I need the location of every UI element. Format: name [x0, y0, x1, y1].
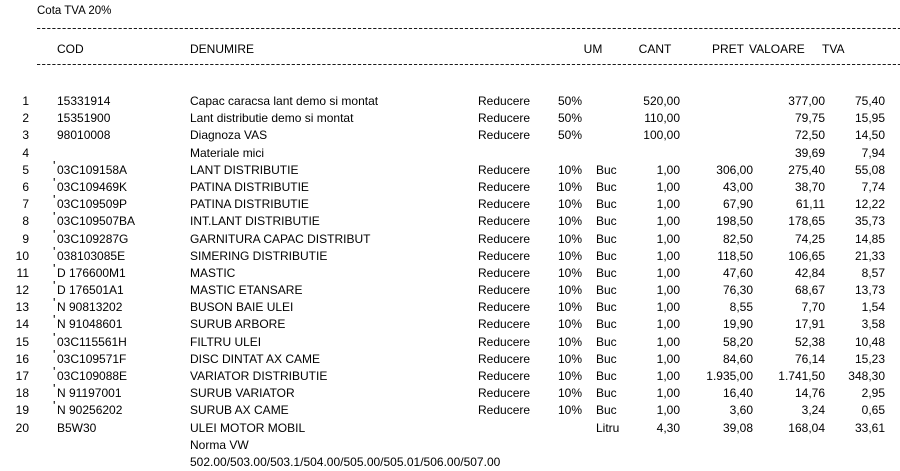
cell-cantitate: 1,00: [656, 197, 680, 212]
cell-denumire: BUSON BAIE ULEI: [190, 300, 294, 315]
cell-pret: 76,30: [722, 283, 753, 298]
denumire-note-line: Norma VW: [190, 437, 249, 452]
cell-nr: 13: [15, 300, 29, 315]
table-row-note: [0, 437, 900, 454]
cell-reducere: Reducere: [478, 162, 531, 177]
cell-pret: 47,60: [722, 265, 753, 280]
cell-cod: 03C109507BA: [57, 214, 136, 229]
cell-discount-pct: 10%: [558, 317, 583, 332]
cell-denumire: FILTRU ULEI: [190, 334, 262, 349]
cell-discount-pct: 10%: [558, 334, 583, 349]
cell-cod: 15331914: [57, 94, 111, 108]
cell-nr: 10: [15, 248, 29, 263]
table-row: [0, 364, 900, 385]
cell-cod: B5W30: [57, 420, 97, 435]
cell-nr: 4: [22, 145, 29, 160]
table-row: [0, 192, 900, 213]
cell-valoare: 61,11: [795, 197, 825, 212]
cell-pret: 39,08: [722, 420, 753, 435]
table-top-rule: [37, 28, 900, 30]
cell-code-tick: ': [53, 260, 56, 276]
cell-reducere: Reducere: [478, 231, 531, 246]
cell-discount-pct: 10%: [558, 179, 583, 194]
cell-denumire: MASTIC ETANSARE: [190, 283, 303, 298]
cell-um: Buc: [596, 317, 617, 332]
table-row: [0, 145, 900, 162]
cell-denumire: SURUB AX CAME: [190, 403, 289, 418]
cell-code-tick: ': [53, 209, 56, 225]
cell-nr: 18: [15, 386, 29, 401]
cell-reducere: Reducere: [478, 111, 531, 126]
cell-denumire: INT.LANT DISTRIBUTIE: [190, 214, 320, 229]
cell-tva: 15,23: [854, 351, 885, 366]
cell-discount-pct: 10%: [558, 283, 583, 298]
cell-cod: N 91197001: [57, 386, 122, 401]
cell-reducere: Reducere: [478, 197, 531, 212]
cell-tva: 14,50: [854, 128, 885, 143]
cell-um: Buc: [596, 248, 617, 263]
cell-nr: 1: [22, 94, 29, 108]
cell-cantitate: 1,00: [656, 386, 680, 401]
cell-um: Litru: [596, 420, 620, 435]
cell-code-tick: ': [53, 312, 56, 328]
cell-um: Buc: [596, 214, 617, 229]
cell-cantitate: 1,00: [656, 248, 680, 263]
cell-um: Buc: [596, 283, 617, 298]
cell-tva: 35,73: [854, 214, 885, 229]
cell-tva: 7,74: [861, 179, 885, 194]
column-header-um: UM: [583, 42, 603, 56]
cell-denumire: ULEI MOTOR MOBIL: [190, 420, 306, 435]
cell-nr: 17: [15, 369, 29, 383]
cell-pret: 43,00: [722, 179, 753, 194]
cell-discount-pct: 50%: [558, 111, 583, 126]
cell-cod: N 90813202: [57, 300, 123, 315]
cell-cantitate: 1,00: [656, 317, 680, 332]
cell-reducere: Reducere: [478, 369, 531, 383]
cell-discount-pct: 10%: [558, 162, 583, 177]
table-row: [0, 346, 900, 368]
cell-cod: 03C109158A: [57, 162, 128, 177]
vat-rate-caption: Cota TVA 20%: [37, 5, 112, 17]
cell-cantitate: 1,00: [656, 403, 680, 418]
cell-valoare: 377,00: [788, 94, 825, 108]
cell-cantitate: 4,30: [656, 420, 680, 435]
column-header-tva: TVA: [822, 42, 845, 56]
cell-tva: 0,65: [861, 403, 885, 418]
cell-code-tick: ': [53, 329, 56, 345]
table-row: [0, 226, 900, 248]
cell-code-tick: ': [53, 174, 56, 190]
cell-cod: 03C109088E: [57, 369, 128, 383]
cell-cantitate: 1,00: [656, 369, 680, 383]
cell-discount-pct: 50%: [558, 128, 583, 143]
column-header-pret: PRET: [711, 42, 744, 56]
cell-reducere: Reducere: [478, 248, 531, 263]
cell-tva: 8,57: [861, 265, 885, 280]
cell-nr: 3: [22, 128, 29, 143]
table-row: [0, 295, 900, 316]
table-row: [0, 420, 900, 437]
cell-reducere: Reducere: [478, 403, 531, 418]
cell-nr: 11: [16, 265, 29, 280]
cell-nr: 6: [22, 179, 29, 194]
cell-pret: 19,90: [722, 317, 753, 332]
cell-valoare: 7,70: [801, 300, 825, 315]
cell-tva: 10,48: [854, 334, 885, 349]
cell-um: Buc: [596, 403, 617, 418]
cell-reducere: Reducere: [478, 317, 531, 332]
cell-um: Buc: [596, 265, 617, 280]
cell-cantitate: 1,00: [656, 214, 680, 229]
cell-nr: 14: [15, 317, 29, 332]
cell-discount-pct: 10%: [558, 300, 583, 315]
table-row: [0, 398, 900, 419]
cell-valoare: 68,67: [794, 283, 825, 298]
cell-denumire: PATINA DISTRIBUTIE: [190, 197, 309, 212]
cell-code-tick: ': [53, 346, 56, 362]
cell-denumire: SURUB ARBORE: [190, 317, 286, 332]
cell-code-tick: ': [53, 192, 56, 208]
cell-pret: 1.935,00: [706, 369, 753, 383]
cell-um: Buc: [596, 179, 617, 194]
cell-pret: 306,00: [716, 162, 753, 177]
cell-discount-pct: 10%: [558, 248, 583, 263]
cell-code-tick: ': [53, 295, 56, 311]
cell-pret: 58,20: [722, 334, 753, 349]
cell-tva: 3,58: [861, 317, 885, 332]
table-row-note: [0, 454, 900, 471]
cell-tva: 1,54: [861, 300, 885, 315]
cell-cod: 03C109469K: [57, 179, 128, 194]
cell-cantitate: 1,00: [656, 179, 680, 194]
cell-um: Buc: [596, 334, 617, 349]
cell-discount-pct: 10%: [558, 265, 583, 280]
cell-reducere: Reducere: [478, 283, 531, 298]
cell-reducere: Reducere: [478, 265, 531, 280]
cell-tva: 15,95: [854, 111, 885, 126]
denumire-note-line: 502.00/503.00/503.1/504.00/505.00/505.01/506.00/507.00: [190, 454, 501, 469]
cell-discount-pct: 10%: [558, 231, 583, 246]
table-row: [0, 278, 900, 299]
cell-cod: 03C115561H: [57, 334, 127, 349]
cell-valoare: 17,91: [794, 317, 825, 332]
cell-um: Buc: [596, 351, 617, 366]
cell-pret: 3,60: [729, 403, 753, 418]
table-row: [0, 381, 900, 402]
table-row: [0, 312, 900, 333]
cell-um: Buc: [596, 162, 617, 177]
cell-reducere: Reducere: [478, 386, 531, 401]
cell-valoare: 1.741,50: [778, 369, 825, 383]
cell-discount-pct: 10%: [558, 214, 583, 229]
cell-cantitate: 1,00: [656, 265, 680, 280]
cell-cod: 038103085E: [57, 248, 126, 263]
cell-denumire: MASTIC: [190, 265, 236, 280]
cell-reducere: Reducere: [478, 300, 531, 315]
cell-valoare: 39,69: [794, 145, 825, 160]
cell-cantitate: 520,00: [643, 94, 680, 108]
cell-reducere: Reducere: [478, 179, 531, 194]
cell-code-tick: ': [53, 278, 56, 294]
cell-code-tick: ': [53, 226, 56, 242]
cell-valoare: 74,25: [794, 231, 825, 246]
cell-nr: 5: [22, 162, 29, 177]
column-header-denumire: DENUMIRE: [190, 42, 255, 56]
cell-nr: 9: [22, 231, 29, 246]
cell-nr: 15: [15, 334, 29, 349]
cell-valoare: 38,70: [794, 179, 825, 194]
table-row: [0, 157, 900, 179]
cell-valoare: 14,76: [794, 386, 825, 401]
cell-valoare: 168,04: [788, 420, 825, 435]
cell-discount-pct: 10%: [558, 369, 583, 383]
cell-discount-pct: 10%: [558, 197, 583, 212]
cell-nr: 12: [15, 283, 29, 298]
cell-denumire: Diagnoza VAS: [190, 128, 268, 143]
cell-cod: 98010008: [57, 128, 111, 143]
cell-tva: 33,61: [854, 420, 885, 435]
cell-valoare: 42,84: [794, 265, 825, 280]
cell-tva: 55,08: [854, 162, 885, 177]
cell-nr: 16: [15, 351, 29, 366]
cell-nr: 7: [22, 197, 29, 212]
column-header-cod: COD: [57, 42, 84, 56]
cell-pret: 84,60: [722, 351, 753, 366]
cell-nr: 20: [15, 420, 29, 435]
cell-cantitate: 1,00: [656, 162, 680, 177]
cell-reducere: Reducere: [478, 94, 531, 108]
cell-denumire: LANT DISTRIBUTIE: [190, 162, 299, 177]
column-header-cant: CANT: [638, 42, 672, 56]
cell-denumire: VARIATOR DISTRIBUTIE: [190, 369, 328, 383]
cell-tva: 12,22: [854, 197, 885, 212]
cell-reducere: Reducere: [478, 214, 531, 229]
cell-reducere: Reducere: [478, 128, 531, 143]
cell-um: Buc: [596, 300, 617, 315]
cell-cantitate: 100,00: [643, 128, 680, 143]
cell-pret: 198,50: [716, 214, 753, 229]
cell-denumire: Capac caracsa lant demo si montat: [190, 94, 379, 108]
cell-cod: 15351900: [57, 111, 111, 126]
cell-code-tick: ': [53, 157, 56, 173]
cell-tva: 7,94: [861, 145, 885, 160]
cell-valoare: 178,65: [788, 214, 825, 229]
table-row: [0, 174, 900, 196]
table-row: [0, 209, 900, 230]
cell-tva: 348,30: [848, 369, 885, 383]
cell-code-tick: ': [53, 243, 56, 259]
cell-cod: 03C109287G: [57, 231, 129, 246]
cell-cod: N 91048601: [57, 317, 123, 332]
cell-valoare: 106,65: [788, 248, 825, 263]
cell-um: Buc: [596, 231, 617, 246]
table-row: [0, 93, 900, 110]
cell-cantitate: 1,00: [656, 283, 680, 298]
cell-discount-pct: 10%: [558, 386, 583, 401]
cell-cantitate: 110,00: [644, 111, 680, 126]
cell-code-tick: ': [53, 398, 56, 414]
cell-pret: 8,55: [729, 300, 753, 315]
cell-reducere: Reducere: [478, 334, 531, 349]
cell-valoare: 76,14: [794, 351, 825, 366]
cell-tva: 2,95: [861, 386, 885, 401]
cell-denumire: PATINA DISTRIBUTIE: [190, 179, 309, 194]
table-row: [0, 243, 900, 265]
table-row: [0, 127, 900, 144]
cell-denumire: GARNITURA CAPAC DISTRIBUT: [190, 231, 371, 246]
cell-cod: 03C109571F: [57, 351, 127, 366]
cell-denumire: DISC DINTAT AX CAME: [190, 351, 321, 366]
cell-cantitate: 1,00: [656, 231, 680, 246]
cell-denumire: SURUB VARIATOR: [190, 386, 295, 401]
cell-pret: 118,50: [717, 248, 753, 263]
table-header-row: [0, 40, 900, 58]
cell-denumire: Materiale mici: [190, 145, 265, 160]
cell-nr: 8: [22, 214, 29, 229]
cell-cantitate: 1,00: [656, 334, 680, 349]
cell-pret: 67,90: [722, 197, 753, 212]
cell-cod: D 176501A1: [57, 283, 124, 298]
cell-code-tick: ': [53, 364, 56, 379]
cell-pret: 16,40: [722, 386, 753, 401]
cell-cod: 03C109509P: [57, 197, 128, 212]
cell-cantitate: 1,00: [656, 300, 680, 315]
cell-cod: D 176600M1: [57, 265, 126, 280]
cell-denumire: Lant distributie demo si montat: [190, 111, 354, 126]
cell-valoare: 79,75: [794, 111, 825, 126]
cell-um: Buc: [596, 197, 617, 212]
column-header-valoare: VALOARE: [749, 42, 805, 56]
cell-reducere: Reducere: [478, 351, 531, 366]
cell-pret: 82,50: [722, 231, 753, 246]
table-row: [0, 260, 900, 282]
cell-valoare: 52,38: [794, 334, 825, 349]
table-header-rule: [37, 64, 900, 66]
cell-denumire: SIMERING DISTRIBUTIE: [190, 248, 328, 263]
cell-valoare: 3,24: [801, 403, 825, 418]
cell-discount-pct: 10%: [558, 351, 583, 366]
cell-cod: N 90256202: [57, 403, 123, 418]
cell-tva: 75,40: [854, 94, 885, 108]
table-body: [0, 93, 900, 471]
cell-nr: 19: [15, 403, 29, 418]
cell-cantitate: 1,00: [656, 351, 680, 366]
cell-discount-pct: 50%: [558, 94, 583, 108]
cell-discount-pct: 10%: [558, 403, 583, 418]
cell-um: Buc: [596, 369, 617, 383]
cell-tva: 14,85: [854, 231, 885, 246]
table-row: [0, 329, 900, 351]
cell-tva: 21,33: [854, 248, 885, 263]
cell-code-tick: ': [53, 381, 56, 397]
cell-tva: 13,73: [854, 283, 885, 298]
cell-nr: 2: [22, 111, 29, 126]
cell-um: Buc: [596, 386, 617, 401]
table-row: [0, 110, 900, 127]
cell-valoare: 275,40: [788, 162, 825, 177]
cell-valoare: 72,50: [794, 128, 825, 143]
